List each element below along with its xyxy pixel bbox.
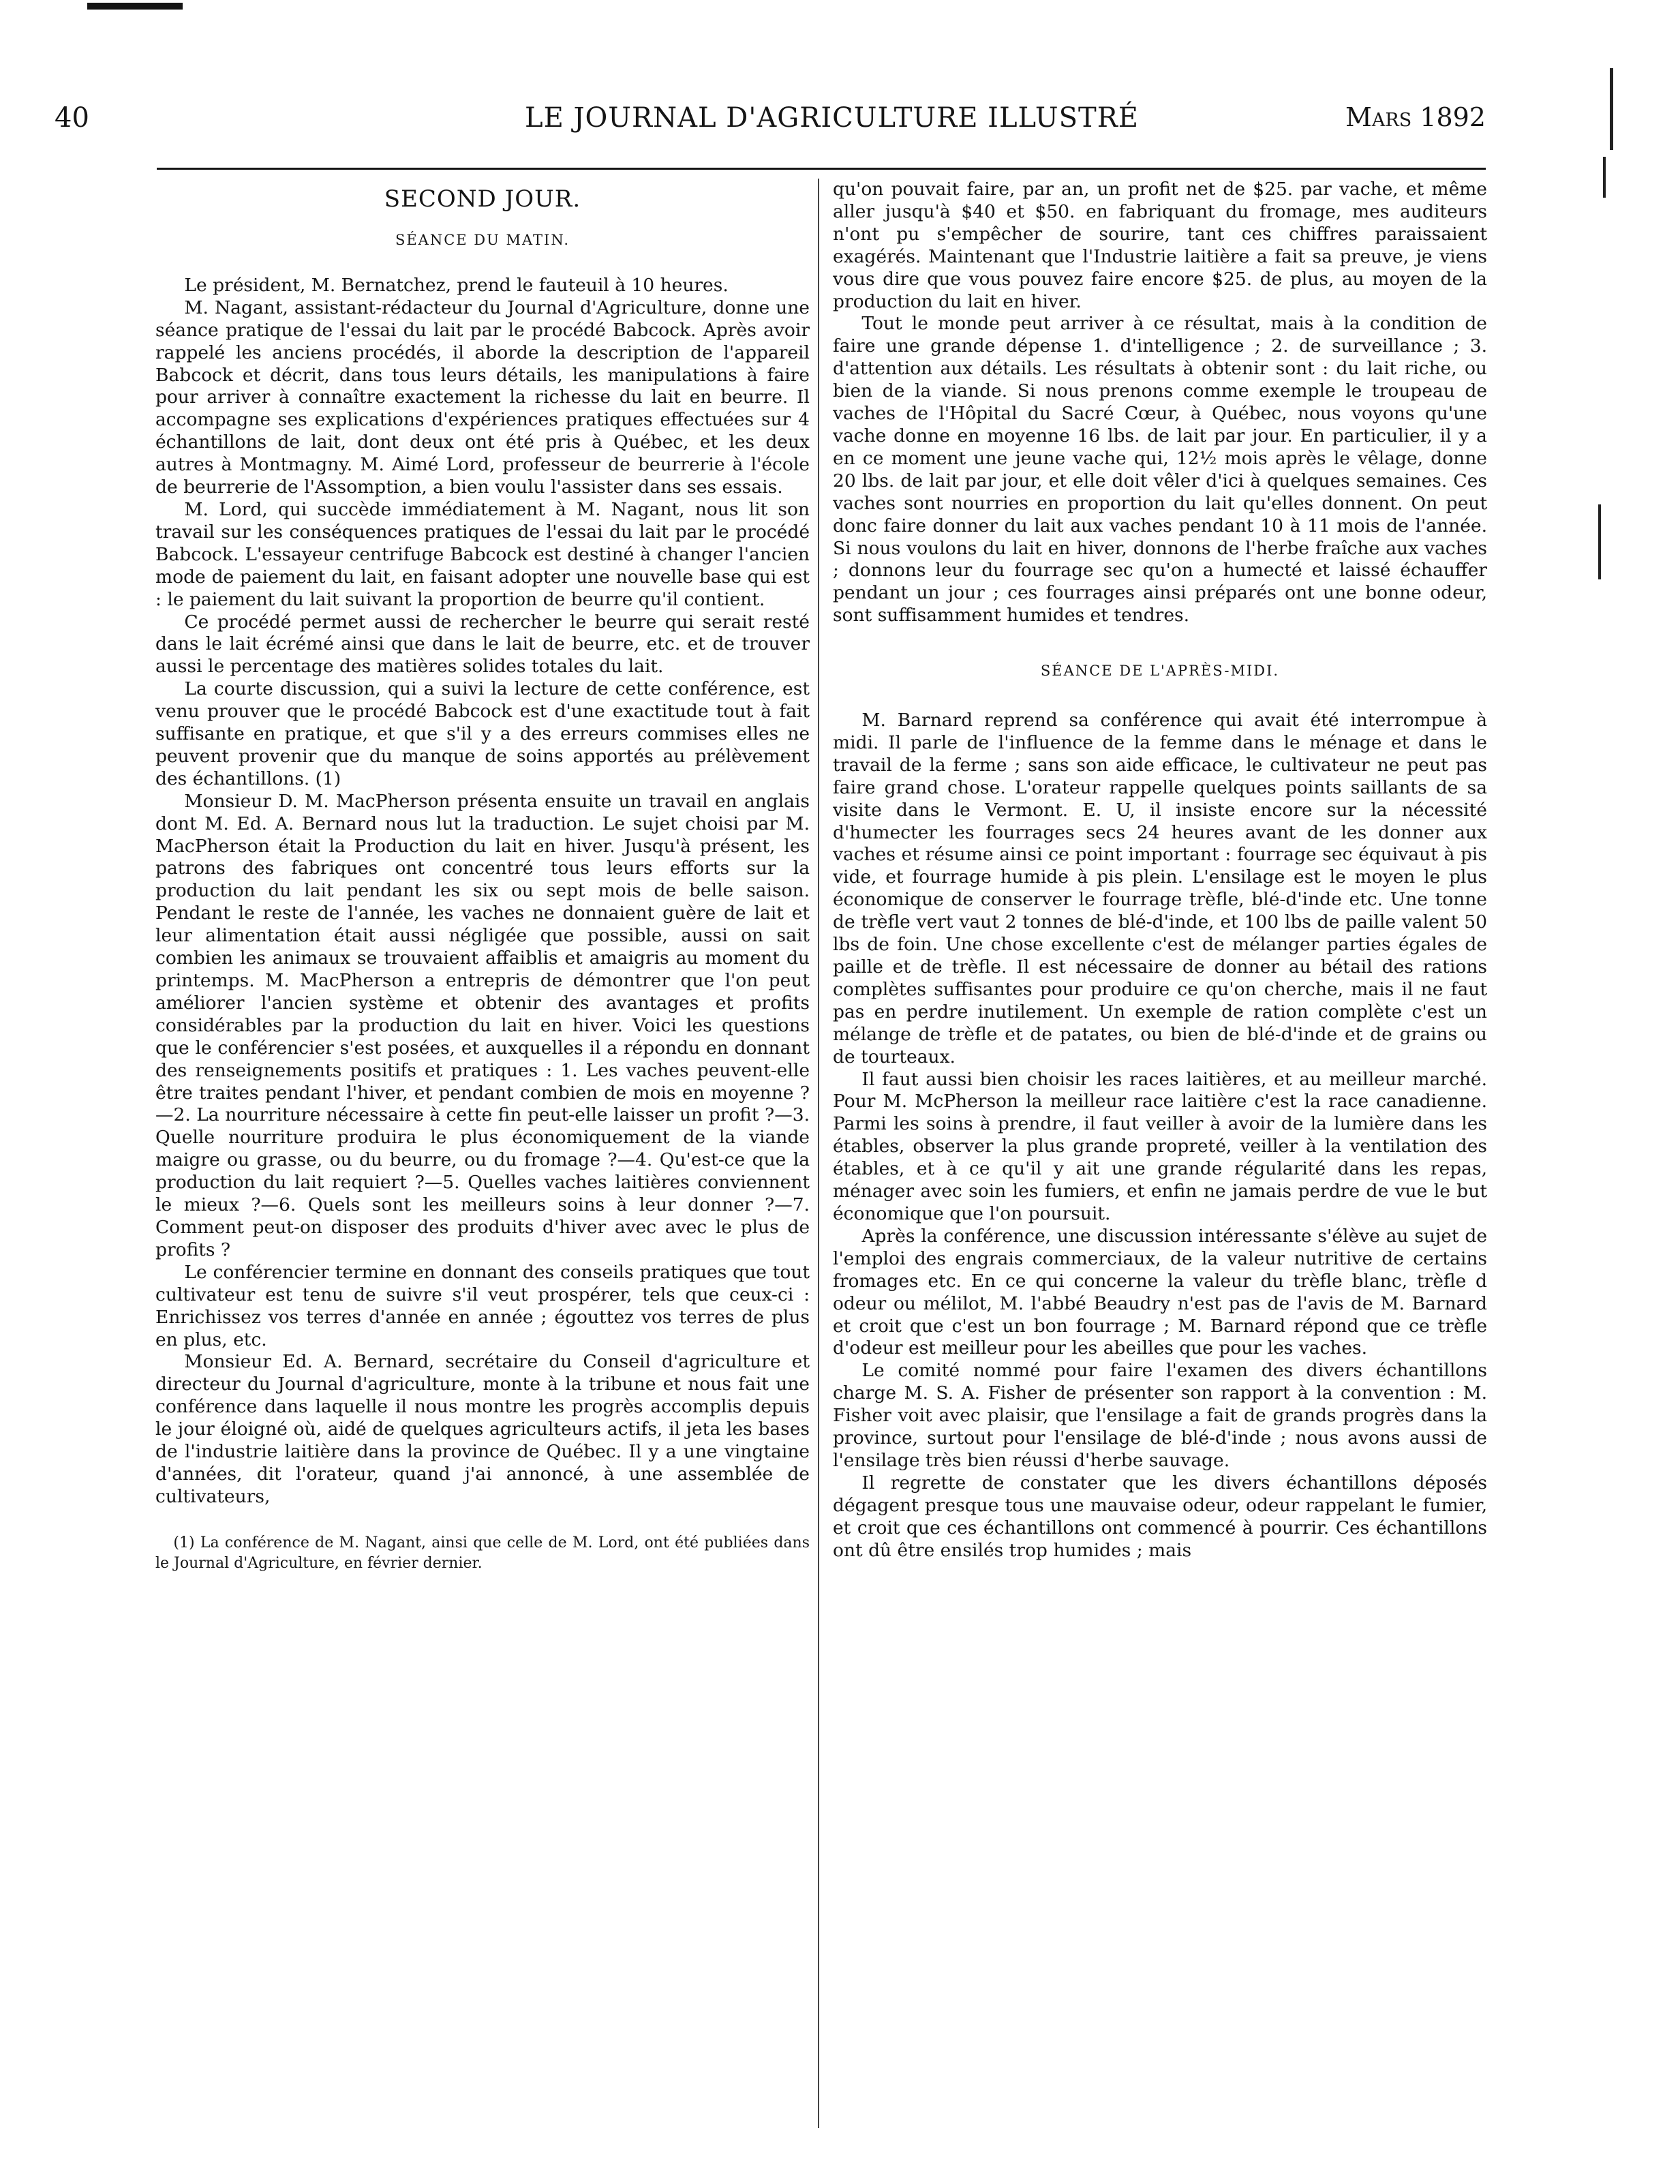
paragraph: qu'on pouvait faire, par an, un profit net de $25. par vache, et même aller jusqu'à $40 et $50. en fabriquant du fromage, mes auditeurs n'ont pu s'empêcher de sourire, tant ces chiffres paraissaient exagérés. Maintenant que l'Industrie laitière a fait sa preuve, je viens vous dire que vous pouvez faire encore $25. de plus, au moyen de la production du lait en hiver. bbox=[833, 179, 1487, 312]
margin-scan-mark bbox=[1610, 68, 1613, 150]
top-rule bbox=[87, 3, 183, 10]
paragraph: Il regrette de constater que les divers échantillons déposés dégagent presque tous une mauvaise odeur, odeur rappelant le fumier, et croit que ces échantillons ont commencé à pourrir. Ces échantillons ont dû être ensilés trop humides ; mais bbox=[833, 1472, 1487, 1561]
footnote-text: (1) La conférence de M. Nagant, ainsi que celle de M. Lord, ont été publiées dans le Journal d'Agriculture, en février dernier. bbox=[155, 1534, 810, 1572]
paragraph: Le conférencier termine en donnant des conseils pratiques que tout cultivateur est tenu de suivre s'il veut prospérer, tels que ceux-ci : Enrichissez vos terres d'année en année ; égouttez vos terres de plus en plus, etc. bbox=[155, 1261, 810, 1350]
paragraph: La courte discussion, qui a suivi la lecture de cette conférence, est venu prouver que le procédé Babcock est d'une exactitude tout à fait suffisante en pratique, et que s'il y a des erreurs commises elles ne peuvent provenir que du manque de soins apportés au prélèvement des échantillons. (1) bbox=[155, 678, 810, 789]
session-title-afternoon: SÉANCE DE L'APRÈS-MIDI. bbox=[1040, 663, 1280, 680]
paragraph: Le comité nommé pour faire l'examen des divers échantillons charge M. S. A. Fisher de présenter son rapport à la convention : M. Fisher voit avec plaisir, que l'ensilage a fait de grands progrès dans la province, surtout pour l'ensilage de blé-d'inde ; nous avons aussi de l'ensilage très bien réussi d'herbe sauvage. bbox=[833, 1360, 1487, 1471]
paragraph: Après la conférence, une discussion intéressante s'élève au sujet de l'emploi des engrais commerciaux, de la valeur nutritive de certains fromages etc. En ce qui concerne la valeur du trèfle blanc, trèfle d odeur ou mélilot, M. l'abbé Beaudry n'est pas de l'avis de M. Barnard et croit que c'est un bon fourrage ; M. Barnard répond que ce trèfle d'odeur est meilleur pour les abeilles que pour les vaches. bbox=[833, 1225, 1487, 1359]
page-number: 40 bbox=[55, 102, 89, 134]
left-column bbox=[155, 179, 810, 2169]
margin-scan-mark bbox=[1598, 504, 1601, 579]
issue-date: Mars 1892 bbox=[1345, 102, 1486, 132]
session-title-morning: SÉANCE DU MATIN. bbox=[395, 232, 570, 248]
paragraph: M. Lord, qui succède immédiatement à M. Nagant, nous lit son travail sur les conséquences pratiques de l'essai du lait par le procédé Babcock. L'essayeur centrifuge Babcock est destiné à changer l'ancien mode de paiement du lait, en faisant adopter une nouvelle base qui est : le paiement du lait suivant la proportion de beurre qu'il contient. bbox=[155, 498, 810, 610]
column-divider bbox=[818, 179, 819, 2128]
paragraph: M. Nagant, assistant-rédacteur du Journal d'Agriculture, donne une séance pratique de l'essai du lait par le procédé Babcock. Après avoir rappelé les anciens procédés, il aborde la description de l'appareil Babcock et décrit, dans tous leurs détails, les manipulations à faire pour arriver à connaître exactement la richesse du lait en beurre. Il accompagne ses explications d'expériences pratiques effectuées sur 4 échantillons de lait, dont deux ont été pris à Québec, et les deux autres à Montmagny. M. Aimé Lord, professeur de beurrerie à l'école de beurrerie de l'Assomption, a bien voulu l'assister dans ses essais. bbox=[155, 297, 810, 498]
header-rule bbox=[157, 168, 1486, 170]
journal-title: LE JOURNAL D'AGRICULTURE ILLUSTRÉ bbox=[525, 102, 1140, 134]
paragraph: Monsieur Ed. A. Bernard, secrétaire du Conseil d'agriculture et directeur du Journal d'agriculture, monte à la tribune et nous fait une conférence dans laquelle il nous montre les progrès accomplis depuis le jour éloigné où, aidé de quelques agriculteurs actifs, il jeta les bases de l'industrie laitière dans la province de Québec. Il y a une vingtaine d'années, dit l'orateur, quand j'ai annoncé, à une assemblée de cultivateurs, bbox=[155, 1351, 810, 1507]
paragraph: Il faut aussi bien choisir les races laitières, et au meilleur marché. Pour M. McPherson la meilleur race laitière c'est la race canadienne. Parmi les soins à prendre, il faut veiller à avoir de la lumière dans les étables, observer la plus grande propreté, veiller à la ventilation des étables, et à ce qu'il y ait une grande régularité dans les repas, ménager avec soin les fumiers, et enfin ne jamais perdre de vue le but économique que l'on poursuit. bbox=[833, 1068, 1487, 1224]
right-column bbox=[833, 179, 1487, 2169]
paragraph: Ce procédé permet aussi de rechercher le beurre qui serait resté dans le lait écrémé ainsi que dans le lait de beurre, etc. et de trouver aussi le percentage des matières solides totales du lait. bbox=[155, 611, 810, 678]
footnote bbox=[155, 1533, 810, 1574]
paragraph: Tout le monde peut arriver à ce résultat, mais à la condition de faire une grande dépense 1. d'intelligence ; 2. de surveillance ; 3. d'attention aux détails. Les résultats à obtenir sont : du lait riche, ou bien de la viande. Si nous prenons comme exemple le troupeau de vaches de l'Hôpital du Sacré Cœur, à Québec, nous voyons qu'une vache donne en moyenne 16 lbs. de lait par jour. En particulier, il y a en ce moment une jeune vache qui, 12½ mois après le vêlage, donne 20 lbs. de lait par jour, et elle doit vêler d'ici à quelques semaines. Ces vaches sont nourries en proportion du lait qu'elles donnent. On peut donc faire donner du lait aux vaches pendant 10 à 11 mois de l'année. Si nous voulons du lait en hiver, donnons de l'herbe fraîche aux vaches ; donnons leur du fourrage sec qu'on a humecté et laissé échauffer pendant un jour ; ces fourrages ainsi préparés ont une bonne odeur, sont suffisamment humides et tendres. bbox=[833, 313, 1487, 626]
section-title: SECOND JOUR. bbox=[384, 185, 581, 213]
margin-scan-mark bbox=[1603, 157, 1606, 198]
paragraph: Monsieur D. M. MacPherson présenta ensuite un travail en anglais dont M. Ed. A. Bernard nous lut la traduction. Le sujet choisi par M. MacPherson était la Production du lait en hiver. Jusqu'à présent, les patrons des fabriques ont concentré tous leurs efforts sur la production du lait pendant les six ou sept mois de belle saison. Pendant le reste de l'année, les vaches ne donnaient guère de lait et leur alimentation était aussi négligée que possible, aussi on sait combien les animaux se trouvaient affaiblis et amaigris au moment du printemps. M. MacPherson a entrepris de démontrer que l'on peut améliorer l'ancien système et obtenir des avantages et profits considérables par la production du lait en hiver. Voici les questions que le conférencier s'est posées, et auxquelles il a répondu en donnant des renseignements positifs et pratiques : 1. Les vaches peuvent-elle être traites pendant l'hiver, et pendant combien de mois en moyenne ?—2. La nourriture nécessaire à cette fin peut-elle laisser un profit ?—3. Quelle nourriture produira le plus économiquement de la viande maigre ou grasse, ou du beurre, ou du fromage ?—4. Qu'est-ce que la production du lait requiert ?—5. Quelles vaches laitières conviennent le mieux ?—6. Quels sont les meilleurs soins à leur donner ?—7. Comment peut-on disposer des produits d'hiver avec avec le plus de profits ? bbox=[155, 790, 810, 1260]
paragraph: M. Barnard reprend sa conférence qui avait été interrompue à midi. Il parle de l'influence de la femme dans le ménage et dans le travail de la ferme ; sans son aide efficace, le cultivateur ne peut pas faire grand chose. L'orateur rappelle quelques points saillants de sa visite dans le Vermont. E. U, il insiste encore sur la nécessité d'humecter les fourrages secs 24 heures avant de les donner aux vaches et résume ainsi ce point important : fourrage sec équivaut à pis vide, et fourrage humide à pis plein. L'ensilage est le moyen le plus économique de conserver le fourrage trèfle, blé-d'inde etc. Une tonne de trèfle vert vaut 2 tonnes de blé-d'inde, et 100 lbs de paille valent 50 lbs de foin. Une chose excellente c'est de mélanger parties égales de paille et de trèfle. Il est nécessaire de donner au bétail des rations complètes suffisantes pour produire ce qu'on cherche, mais il ne faut pas en perdre inutilement. Un exemple de ration complète c'est un mélange de trèfle et de patates, ou bien de blé-d'inde et de grains ou de tourteaux. bbox=[833, 710, 1487, 1067]
page-header bbox=[55, 102, 1486, 145]
paragraph: Le président, M. Bernatchez, prend le fauteuil à 10 heures. bbox=[184, 274, 729, 296]
